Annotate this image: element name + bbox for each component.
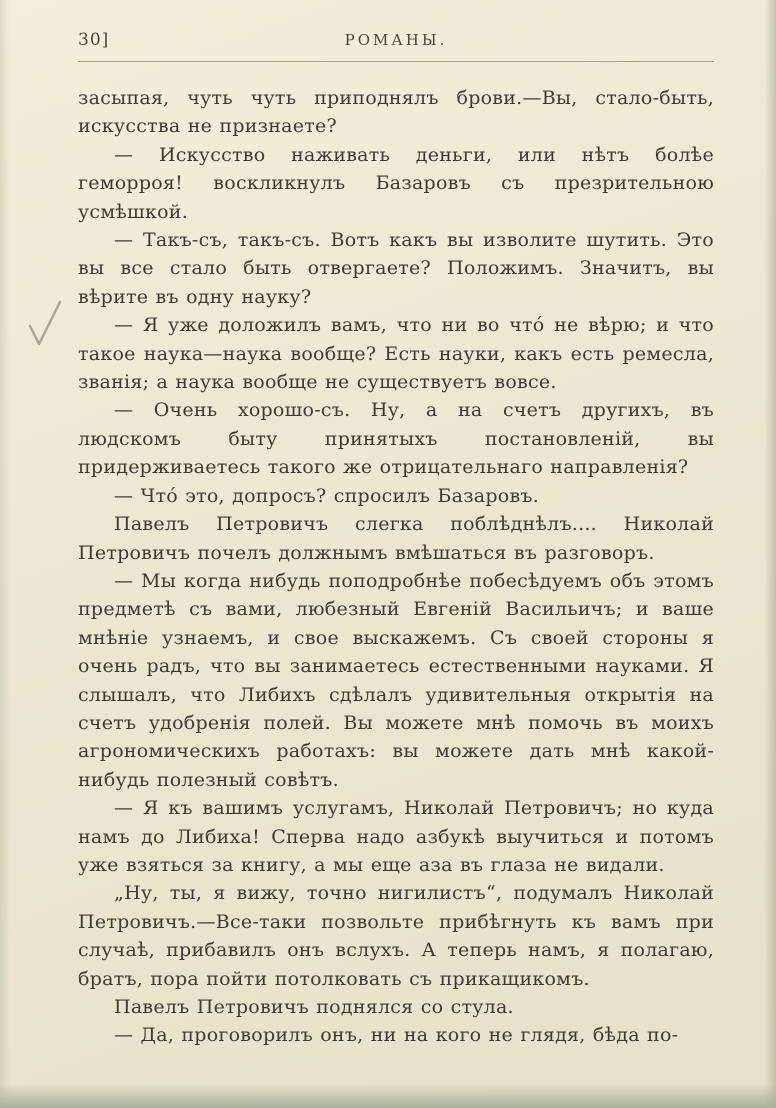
paragraph: — Я къ вашимъ услугамъ, Николай Петровичъ; но куда намъ до Либиха! Сперва надо азбукѣ выучиться и потомъ уже взяться за книгу, а мы еще аза въ глаза не видали. xyxy=(78,797,714,876)
paragraph: „Ну, ты, я вижу, точно нигилистъ“, подумалъ Николай Петровичъ.—Все-таки позвольте прибѣгнуть къ вамъ при случаѣ, прибавилъ онъ вслухъ. А теперь намъ, я полагаю, братъ, пора пойти потолковать съ прикащикомъ. xyxy=(78,882,714,990)
paragraph: — Я уже доложилъ вамъ, что ни во чтó не вѣрю; и что такое наука—наука вообще? Есть науки, какъ есть ремесла, званія; а наука вообще не существуетъ вовсе. xyxy=(78,314,714,394)
paragraph: — Очень хорошо-съ. Ну, а на счетъ другихъ, въ людскомъ быту принятыхъ постановленій, вы придерживаетесь такого же отрицательнаго направленія? xyxy=(78,399,714,479)
paragraph: Павелъ Петровичъ поднялся со стула. xyxy=(114,996,514,1018)
running-title: РОМАНЫ. xyxy=(344,31,448,49)
text-block xyxy=(78,84,714,1050)
paragraph: засыпая, чуть чуть приподнялъ брови.—Вы, стало-быть, искусства не признаете? xyxy=(78,87,714,138)
page-header xyxy=(78,30,714,50)
paragraph: — Искусство наживать деньги, или нѣтъ болѣе геморроя! воскликнулъ Базаровъ съ презрительною усмѣшкой. xyxy=(78,143,714,223)
paragraph: — Чтó это, допросъ? спросилъ Базаровъ. xyxy=(114,484,540,507)
paragraph: — Да, проговорилъ онъ, ни на кого не глядя, бѣда по- xyxy=(114,1024,679,1047)
page-number: 30] xyxy=(78,30,110,50)
paragraph: — Такъ-съ, такъ-съ. Вотъ какъ вы изволите шутить. Это вы все стало быть отвергаете? Положимъ. Значитъ, вы вѣрите въ одну науку? xyxy=(78,229,714,308)
pencil-check-icon xyxy=(26,298,66,354)
paragraph: Павелъ Петровичъ слегка поблѣднѣлъ.... Николай Петровичъ почелъ должнымъ вмѣшаться въ разговоръ. xyxy=(78,513,714,564)
paragraph: — Мы когда нибудь поподробнѣе побесѣдуемъ объ этомъ предметѣ съ вами, любезный Евгеній Васильичъ; и ваше мнѣніе узнаемъ, и свое выскажемъ. Съ своей стороны я очень радъ, что вы занимаетесь естественными науками. Я слышалъ, что Либихъ сдѣлалъ удивительныя открытія на счетъ удобренія полей. Вы можете мнѣ помочь въ моихъ агрономическихъ работахъ: вы можете дать мнѣ какой-нибудь полезный совѣтъ. xyxy=(78,569,714,791)
header-rule xyxy=(78,61,714,62)
